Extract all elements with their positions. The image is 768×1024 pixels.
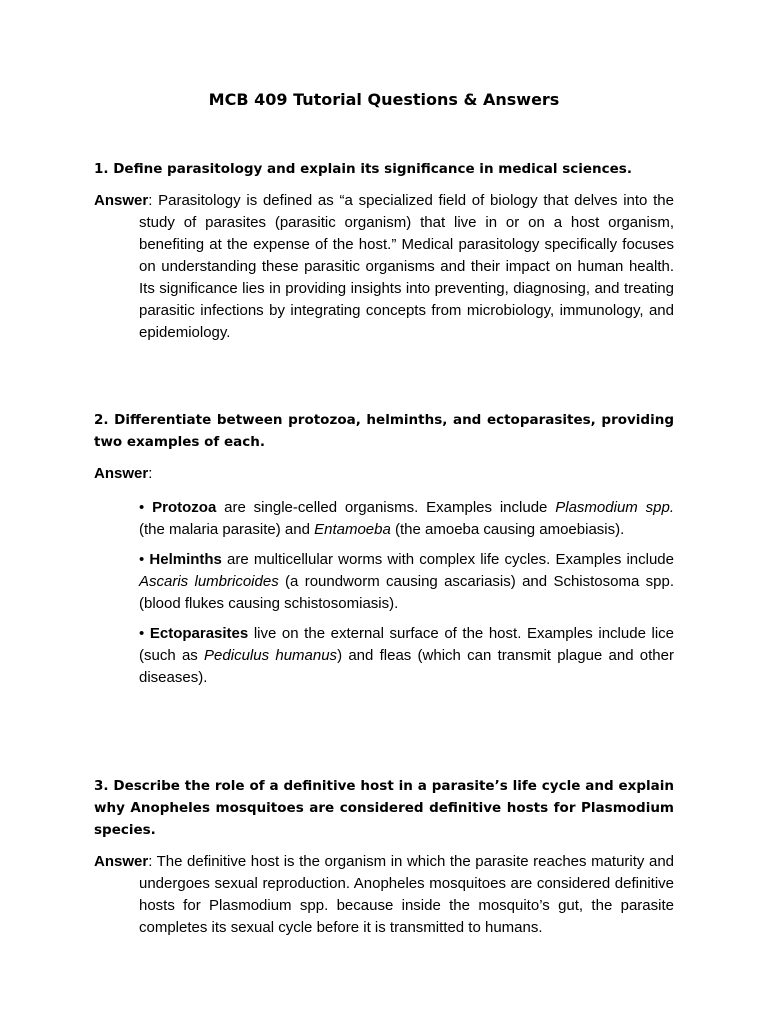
- bullet-helminths: [94, 549, 674, 615]
- question-2: 2. Differentiate between protozoa, helminths, and ectoparasites, providing two examples of each.: [94, 412, 674, 450]
- answer-label: Answer: [94, 853, 149, 870]
- answer-1: [94, 190, 674, 344]
- helminths-example-1: Ascaris lumbricoides: [139, 573, 279, 590]
- bullet-icon: •: [139, 499, 145, 516]
- protozoa-example-2: Entamoeba: [314, 521, 391, 538]
- question-3-block: [94, 775, 674, 939]
- protozoa-example-1: Plasmodium spp.: [555, 499, 674, 516]
- answer-3-text: : The definitive host is the organism in which the parasite reaches maturity and undergoes sexual reproduction. Anopheles mosquitoes are considered definitive hosts for Plasmodium spp. because inside the mosquito’s gut, the parasite completes its sexual cycle before it is transmitted to humans.: [139, 853, 674, 936]
- term-ectoparasites: Ectoparasites: [149, 625, 249, 642]
- answer-3: [94, 851, 674, 939]
- term-protozoa: Protozoa: [152, 499, 217, 516]
- bullet-ectoparasites: [94, 623, 674, 689]
- answer-2: [94, 463, 674, 485]
- page-title: MCB 409 Tutorial Questions & Answers: [208, 90, 560, 109]
- question-3: 3. Describe the role of a definitive host in a parasite’s life cycle and explain why Anopheles mosquitoes are considered definitive hosts for Plasmodium species.: [94, 778, 674, 838]
- answer-1-text: : Parasitology is defined as “a specialized field of biology that delves into the study of parasites (parasitic organism) that live in or on a host organism, benefiting at the expense of the host.” Medical parasitology specifically focuses on understanding these parasitic organisms and their impact on human health. Its significance lies in providing insights into preventing, diagnosing, and treating parasitic infections by integrating concepts from microbiology, immunology, and epidemiology.: [139, 192, 674, 341]
- protozoa-text-2: (the malaria parasite) and: [139, 521, 315, 538]
- bullet-icon: •: [139, 551, 145, 568]
- ectoparasites-example-1: Pediculus humanus: [204, 647, 338, 664]
- helminths-text-1: are multicellular worms with complex life cycles. Examples include: [221, 551, 674, 568]
- question-2-block: [94, 409, 674, 689]
- answer-2-suffix: :: [148, 465, 153, 482]
- question-1: 1. Define parasitology and explain its significance in medical sciences.: [94, 161, 632, 177]
- term-helminths: Helminths: [149, 551, 222, 568]
- question-1-block: [94, 158, 674, 344]
- helminths-text-2: (a roundworm causing ascariasis) and Schistosoma spp. (blood flukes causing schistosomiasis).: [139, 573, 674, 612]
- bullet-icon: •: [139, 625, 145, 642]
- protozoa-text-3: (the amoeba causing amoebiasis).: [390, 521, 625, 538]
- answer-label: Answer: [94, 192, 149, 209]
- ectoparasites-text-1: live on the external surface of the host. Examples include lice (such as: [139, 625, 674, 664]
- ectoparasites-text-2: ) and fleas (which can transmit plague and other diseases).: [139, 647, 674, 686]
- protozoa-text-1: are single-celled organisms. Examples include: [216, 499, 556, 516]
- bullet-protozoa: [94, 497, 674, 541]
- answer-label: Answer: [94, 465, 149, 482]
